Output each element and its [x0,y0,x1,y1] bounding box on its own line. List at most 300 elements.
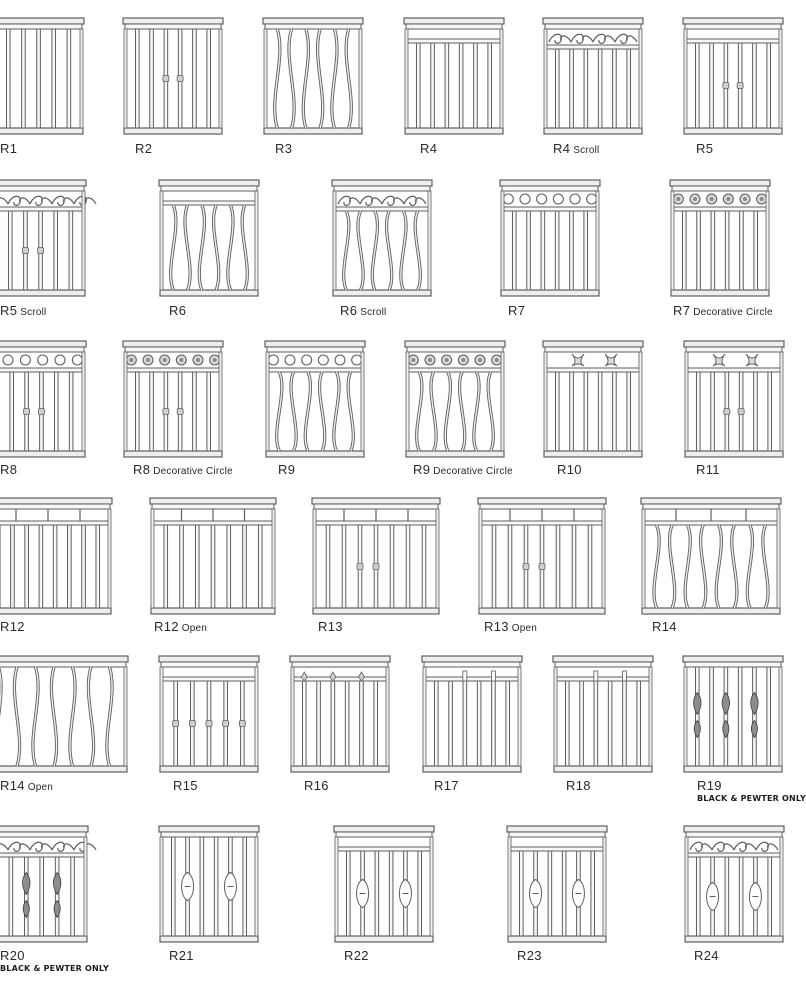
balusters [344,211,421,290]
end-post [124,352,127,451]
style-code: R4 [553,141,571,156]
baluster [418,851,422,936]
railing-style-item [684,341,784,479]
baluster [754,372,758,451]
cap-rail [405,341,505,347]
end-post [518,667,521,766]
end-post [639,29,642,128]
style-label [344,947,369,965]
scroll-ornament [338,196,426,205]
mid-rail [480,521,604,525]
end-post [508,837,511,936]
railing-style-item [422,656,522,794]
baluster [740,211,744,290]
style-label [169,302,186,320]
style-label [557,461,582,479]
mid-rail [545,45,641,49]
railing-style-item [507,826,607,964]
baluster [627,49,631,128]
railing-drawing [0,826,88,944]
bottom-rail [684,128,782,134]
baluster-highlight [88,667,93,766]
balusters [417,372,494,451]
bottom-rail [0,128,83,134]
railing-style-item [123,18,223,156]
cap-rail [543,18,643,24]
balusters [164,525,262,608]
mid-rail [125,368,221,372]
end-post [335,837,338,936]
style-variant: Scroll [573,145,600,156]
baluster [570,372,574,451]
basket-ornament [530,880,542,908]
baluster [434,681,438,766]
style-label [154,618,207,636]
railing-style-item [500,180,600,318]
basket-ornament [749,883,761,911]
end-post [291,667,294,766]
baluster [572,525,576,608]
top-rail [685,24,781,29]
railing-style-item [159,180,259,318]
collar-knuckle [173,721,179,727]
baluster [695,43,699,128]
circle-ornament [285,355,295,365]
bottom-rail [0,451,85,457]
baluster [207,372,211,451]
circle-ornament [570,194,580,204]
top-band [408,355,501,365]
end-post [780,352,783,451]
style-variant: Decorative Circle [693,307,773,318]
baluster [164,525,168,608]
top-rail [161,832,257,837]
balusters [301,672,377,766]
baluster [207,29,211,128]
style-label [434,777,459,795]
baluster-ornament [694,693,702,738]
end-post [266,352,269,451]
basket-ornament [357,880,369,908]
top-band [126,355,219,365]
cap-rail [0,498,112,504]
top-rail [406,24,502,29]
style-variant: Open [181,623,208,634]
mid-rail [686,368,782,372]
basket-ornament [707,883,719,911]
railing-drawing [0,341,86,459]
bottom-rail [124,451,222,457]
collar-knuckle [38,248,44,254]
railing-drawing [683,18,783,136]
knot-ornament [746,354,758,366]
balusters [696,372,771,451]
baluster-highlight [214,205,219,290]
top-rail [502,186,598,191]
end-post [685,352,688,451]
scroll-ornament [0,842,96,851]
baluster [682,211,686,290]
top-rail [686,347,782,352]
railing-drawing [478,498,606,616]
style-label [340,302,386,320]
end-post [405,29,408,128]
flower-center [693,197,697,201]
style-code: R7 [508,303,526,318]
style-variant: Open [511,623,538,634]
railing-style-item [265,341,365,479]
style-code: R23 [517,948,542,963]
balusters [171,205,248,290]
railing-drawing [507,826,607,944]
mid-rail [502,207,598,211]
end-post [108,509,111,608]
railing-drawing [265,341,365,459]
baluster [637,681,641,766]
railing-style-item [290,656,390,794]
cap-rail [507,826,607,832]
top-rail [672,186,768,191]
railing-drawing [0,18,84,136]
flower-center [760,197,764,201]
circle-ornament [302,355,312,365]
circle-ornament [503,194,513,204]
end-post [219,29,222,128]
style-code: R6 [340,303,358,318]
bottom-rail [0,766,127,772]
top-rail [125,24,221,29]
baluster-highlight [275,29,280,128]
top-rail [545,347,641,352]
balusters [654,525,768,608]
end-post [544,352,547,451]
baluster [506,681,510,766]
baluster [68,525,72,608]
end-post [602,509,605,608]
style-code: R13 [484,619,509,634]
balusters [555,372,630,451]
bottom-rail [554,766,652,772]
baluster [22,29,26,128]
basket-ornament [399,880,411,908]
flower-center [445,358,449,362]
mid-rail [0,521,110,525]
baluster [754,211,758,290]
circle-ornament [553,194,563,204]
baluster [11,525,15,608]
baluster [459,43,463,128]
baluster-ornament [23,873,31,918]
baluster [710,43,714,128]
style-code: R16 [304,778,329,793]
cap-rail [404,18,504,24]
style-code: R1 [0,141,18,156]
bottom-rail [313,608,439,614]
style-label [0,618,25,636]
balusters [0,372,73,451]
cap-rail [670,180,770,186]
style-code: R17 [434,778,459,793]
flower-center [163,358,167,362]
baluster [67,29,71,128]
mid-rail [314,521,438,525]
cap-rail [265,341,365,347]
baluster [627,372,631,451]
end-post [255,837,258,936]
railing-style-item [683,18,783,156]
availability-note: BLACK & PEWTER ONLY [697,794,806,803]
flower-center [428,358,432,362]
baluster-highlight [199,205,204,290]
railing-drawing [684,826,784,944]
cap-rail [150,498,276,504]
balusters [277,372,354,451]
balusters [565,671,640,766]
baluster [696,372,700,451]
end-post [684,29,687,128]
flower-center [743,197,747,201]
railing-drawing [553,656,653,774]
cap-rail [543,341,643,347]
circle-ornament [335,355,345,365]
end-post [500,29,503,128]
baluster [548,851,552,936]
circle-ornament [537,194,547,204]
baluster [345,681,349,766]
end-post [684,667,687,766]
baluster-highlight [185,205,190,290]
baluster [613,372,617,451]
end-post [272,509,275,608]
bottom-rail [266,451,364,457]
cap-rail [0,341,86,347]
balusters [275,29,352,128]
baluster-highlight [228,205,233,290]
baluster [724,667,728,766]
end-post [501,191,504,290]
collar-knuckle [223,721,229,727]
balusters [0,211,73,290]
baluster [52,29,56,128]
top-rail [292,662,388,667]
baluster [512,211,516,290]
railing-style-item [670,180,773,318]
railing-drawing [312,498,440,616]
cap-rail [159,826,259,832]
baluster [570,49,574,128]
end-post [361,352,364,451]
bottom-rail [0,936,87,942]
railing-drawing [0,180,86,298]
railing-style-item [404,18,504,156]
end-post [603,837,606,936]
style-label [413,461,513,479]
baluster [200,837,204,936]
collar-knuckle [738,409,744,415]
bottom-rail [124,128,222,134]
scroll-ornament [690,842,778,851]
balusters [416,43,491,128]
mid-rail [643,521,779,525]
balusters [135,29,210,128]
baluster [767,667,771,766]
baluster [9,857,13,936]
style-variant: Scroll [20,307,47,318]
top-rail [336,832,432,837]
end-post [160,837,163,936]
top-rail [161,662,257,667]
top-band [503,194,596,204]
top-rail [125,347,221,352]
balusters [135,372,210,451]
railing-style-item [0,341,86,479]
style-variant: Open [27,782,54,793]
baluster [711,372,715,451]
railing-style-item [0,498,112,636]
end-post [423,667,426,766]
flower-center [461,358,465,362]
top-rail [509,832,605,837]
railing-style-item [159,826,259,964]
baluster [519,851,523,936]
flower-center [129,358,133,362]
balusters [171,837,246,936]
baluster-highlight [763,525,768,608]
circle-ornament [268,355,278,365]
end-post [313,509,316,608]
basket-ornament [224,873,236,901]
style-code: R14 [652,619,677,634]
baluster-highlight [716,525,721,608]
knot-ornament [572,354,584,366]
end-post [359,29,362,128]
basket-ornament [572,880,584,908]
top-rail [0,347,84,352]
baluster-highlight [670,525,675,608]
baluster [180,525,184,608]
baluster [623,681,627,766]
baluster [71,857,75,936]
railing-drawing [670,180,770,298]
style-code: R8 [0,462,18,477]
top-band [713,354,758,366]
baluster [317,681,321,766]
baluster [326,525,330,608]
style-code: R10 [557,462,582,477]
flower-center [726,197,730,201]
flower-center [146,358,150,362]
style-code: R12 [0,619,25,634]
balusters [0,29,71,128]
flower-center [179,358,183,362]
baluster [406,525,410,608]
baluster [40,857,44,936]
bottom-rail [264,128,362,134]
bottom-rail [671,290,769,296]
railing-drawing [683,656,783,774]
railing-style-item [478,498,606,636]
post-stub [463,671,467,681]
railing-style-item [405,341,513,479]
style-label [517,947,542,965]
availability-note: BLACK & PEWTER ONLY [0,964,109,973]
baluster [55,857,59,936]
collar-knuckle [177,76,183,82]
bottom-rail [335,936,433,942]
cap-rail [683,18,783,24]
basket-ornament [182,873,194,901]
top-rail [265,24,361,29]
baluster [243,525,247,608]
collar-knuckle [239,721,245,727]
balusters [0,857,74,936]
mid-rail [424,677,520,681]
bottom-rail [501,290,599,296]
baluster [508,525,512,608]
railing-drawing [332,180,432,298]
top-band [510,509,574,521]
mid-rail [545,368,641,372]
style-label [696,461,720,479]
cap-rail [334,826,434,832]
baluster [739,857,743,936]
top-band [572,354,617,366]
mid-rail [267,368,363,372]
mid-rail [555,677,651,681]
railing-style-item [543,18,643,156]
top-band [690,842,778,851]
mid-rail [161,677,257,681]
balusters [0,667,112,766]
baluster [258,525,262,608]
collar-knuckle [38,409,44,415]
flower-center [478,358,482,362]
bottom-rail [685,451,783,457]
baluster [725,211,729,290]
style-label [0,777,53,795]
baluster [375,851,379,936]
end-post [777,509,780,608]
style-label [275,140,292,158]
baluster [608,681,612,766]
baluster [243,837,247,936]
baluster [488,43,492,128]
baluster [449,681,453,766]
mid-rail [685,39,781,43]
collar-knuckle [163,409,169,415]
end-post [80,29,83,128]
baluster-highlight [303,29,308,128]
baluster [555,211,559,290]
baluster [753,667,757,766]
style-code: R6 [169,303,187,318]
top-rail [0,186,84,191]
baluster-highlight [171,205,176,290]
top-rail [0,832,86,837]
balusters [694,667,771,766]
cap-rail [0,180,86,186]
bottom-rail [151,608,275,614]
railing-drawing [0,656,128,774]
cap-rail [0,18,84,24]
baluster [346,851,350,936]
cap-rail [422,656,522,662]
baluster [594,681,598,766]
top-band [268,355,361,365]
baluster [570,211,574,290]
baluster [463,681,467,766]
baluster [389,851,393,936]
